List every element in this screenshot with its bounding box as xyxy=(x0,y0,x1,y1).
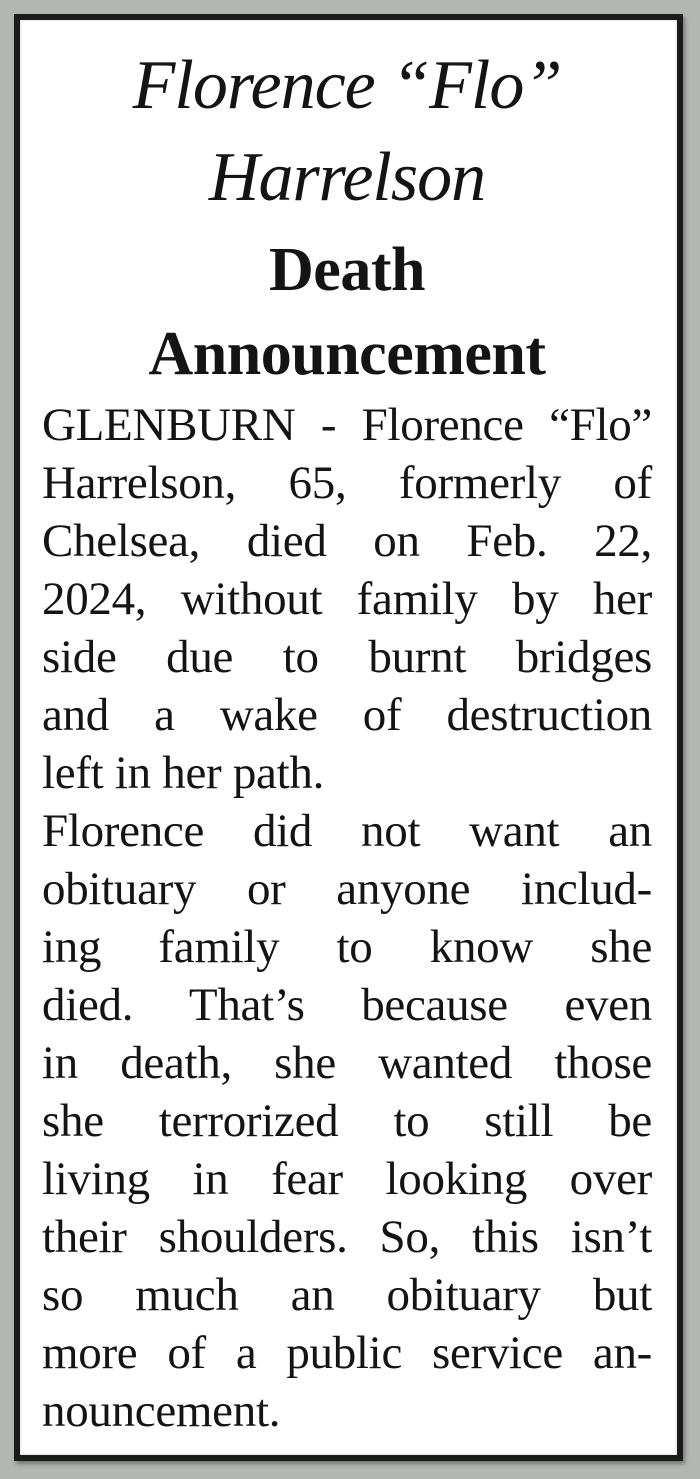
death-announcement-heading xyxy=(42,228,652,396)
obituary-clipping-frame xyxy=(14,14,683,1461)
body-line: ing family to know she xyxy=(42,921,652,973)
body-line: living in fear looking over xyxy=(42,1153,652,1205)
deceased-name-title xyxy=(42,40,652,224)
body-line: side due to burnt bridges xyxy=(42,631,652,683)
body-line: Florence did not want an xyxy=(42,805,652,857)
body-line: 2024, without family by her xyxy=(42,573,652,625)
body-line: GLENBURN - Florence “Flo” xyxy=(42,399,652,451)
heading-line-2: Announcement xyxy=(148,320,546,388)
body-line: and a wake of destruction xyxy=(42,689,652,741)
deceased-name-line-2: Harrelson xyxy=(208,139,486,216)
body-line: in death, she wanted those xyxy=(42,1037,652,1089)
body-line: died. That’s because even xyxy=(42,979,652,1031)
body-line: Harrelson, 65, formerly of xyxy=(42,457,652,509)
body-line: Chelsea, died on Feb. 22, xyxy=(42,515,652,567)
deceased-name-line-1: Florence “Flo” xyxy=(132,47,562,124)
body-line: more of a public service an- xyxy=(42,1327,652,1379)
body-line: obituary or anyone includ- xyxy=(42,863,652,915)
paragraph xyxy=(42,396,652,802)
body-line: left in her path. xyxy=(42,747,325,799)
obituary-body-text xyxy=(42,396,652,1440)
obituary-content xyxy=(20,20,677,1455)
heading-line-1: Death xyxy=(269,236,425,304)
paragraph xyxy=(42,802,652,1440)
body-line: so much an obituary but xyxy=(42,1269,652,1321)
body-line: their shoulders. So, this isn’t xyxy=(42,1211,652,1263)
body-line: nouncement. xyxy=(42,1385,281,1437)
body-line: she terrorized to still be xyxy=(42,1095,652,1147)
